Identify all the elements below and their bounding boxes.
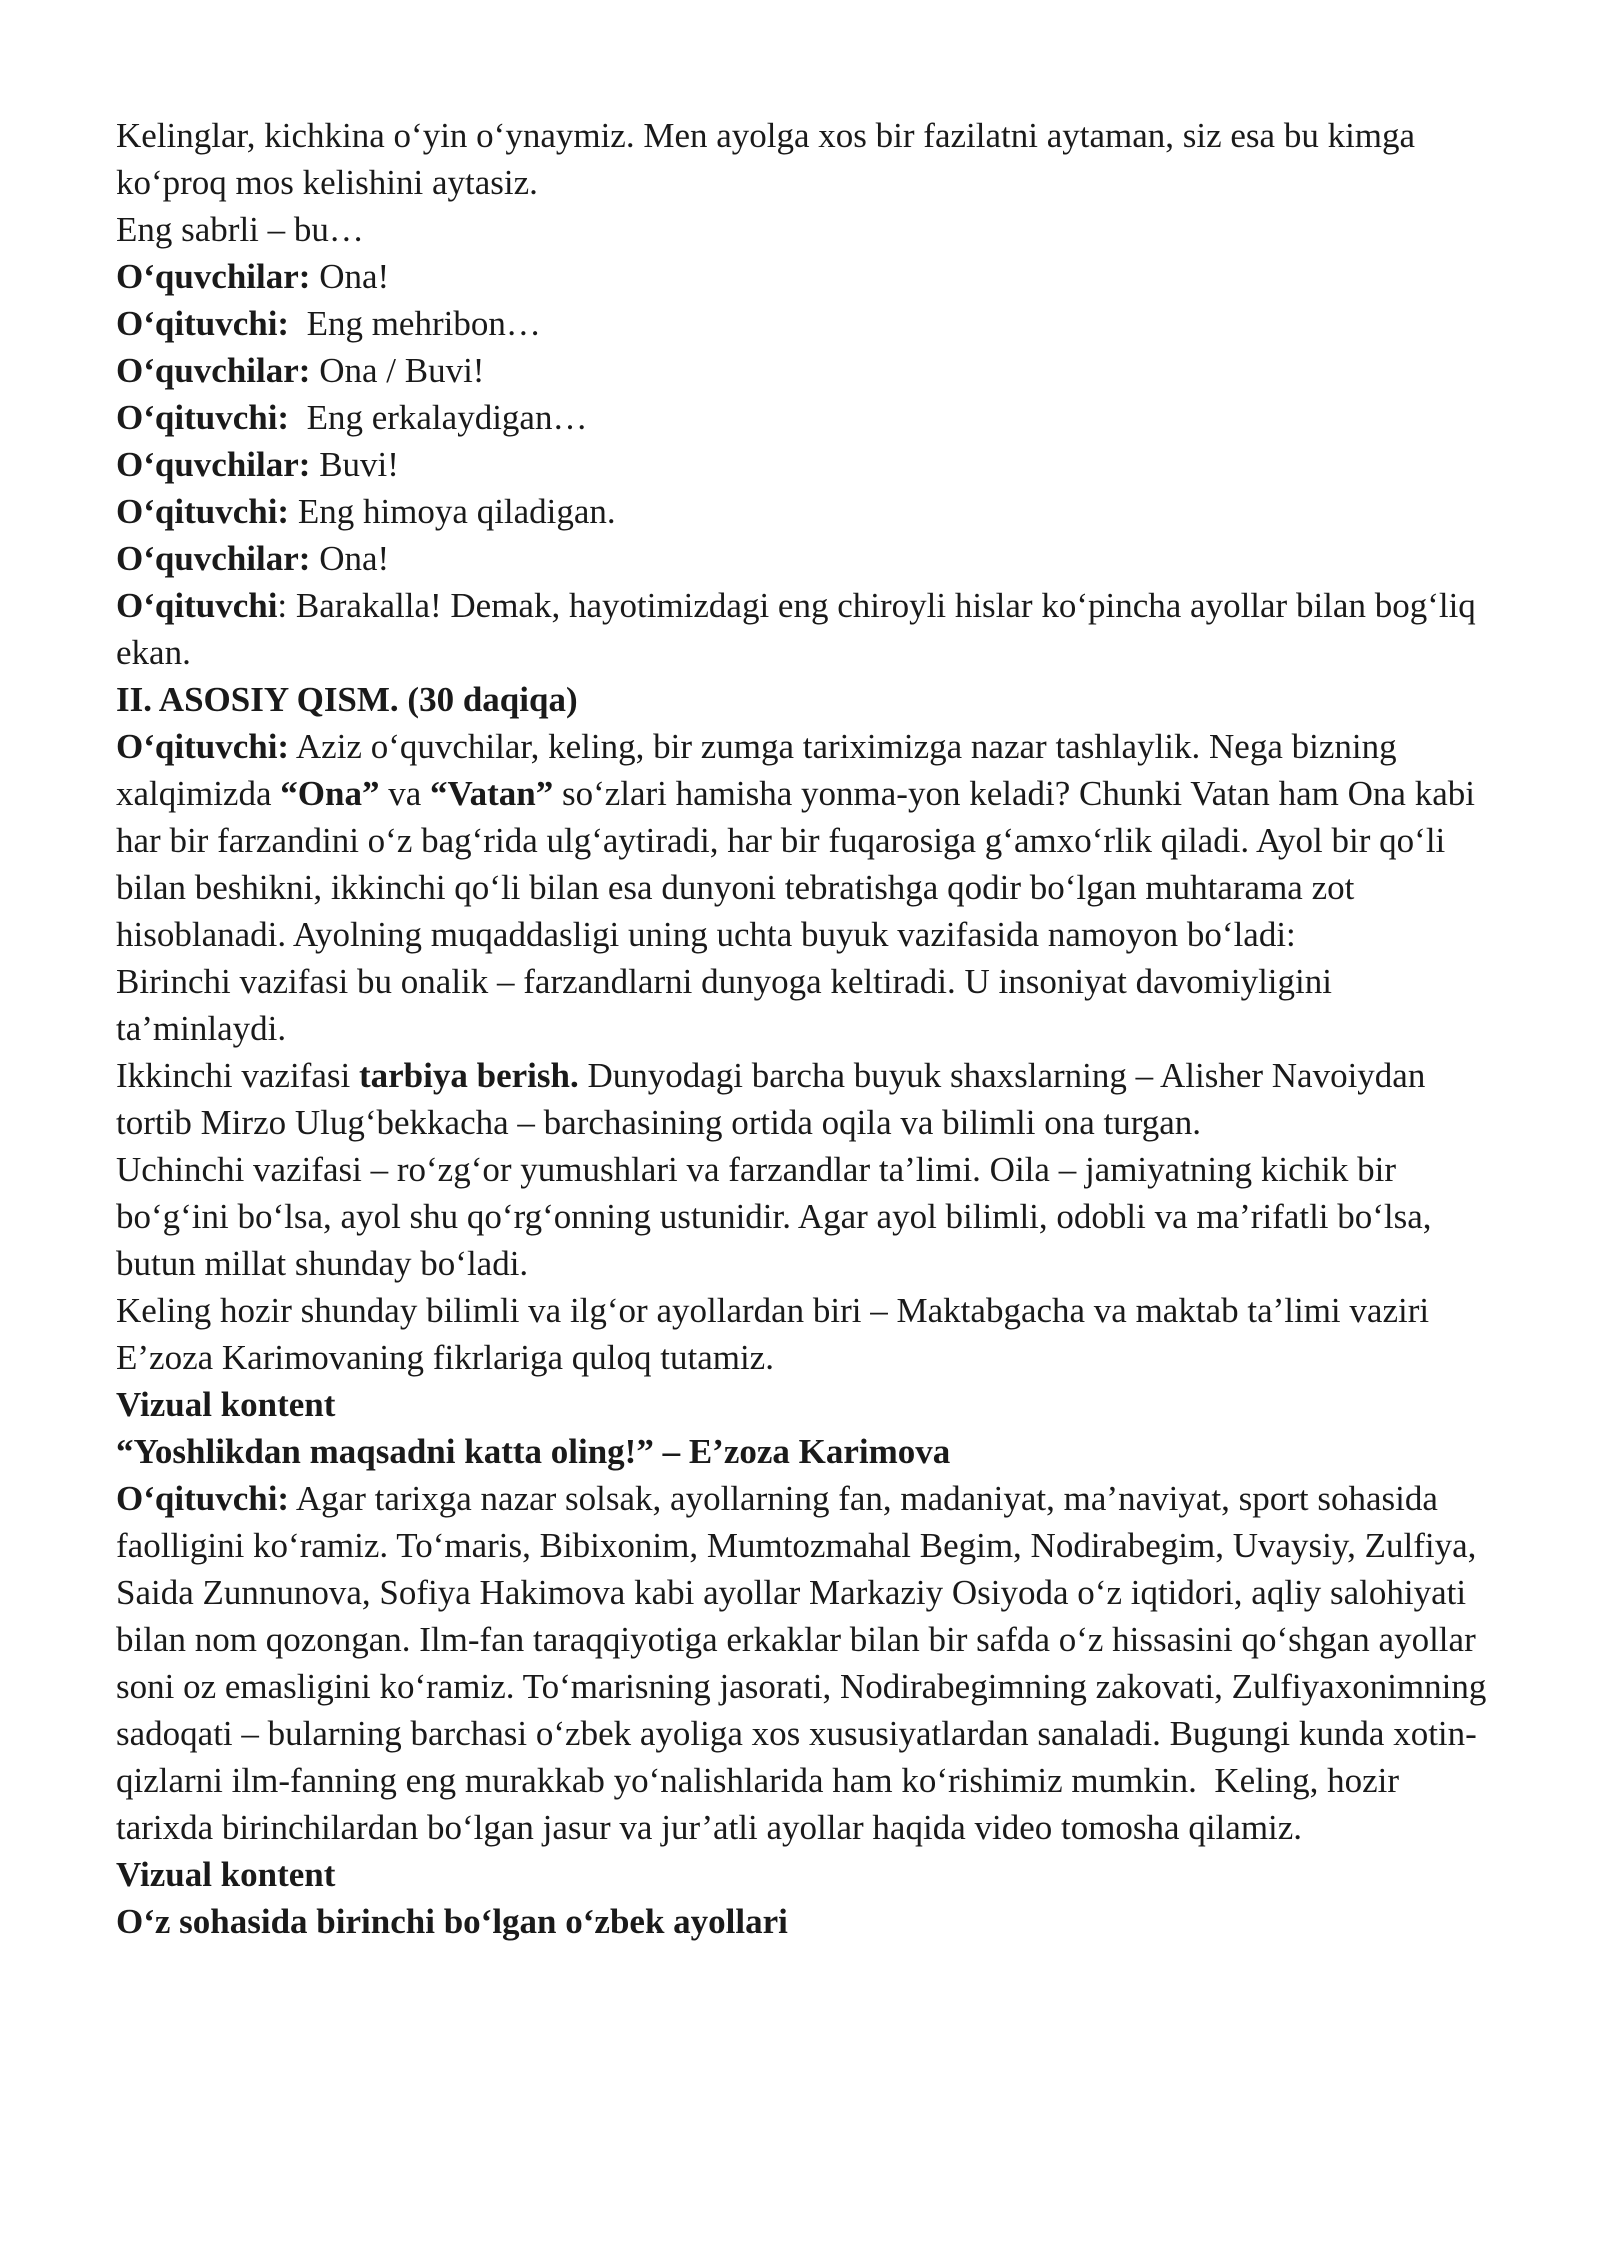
paragraph-text: va (379, 774, 431, 813)
dialogue-line (116, 488, 1496, 535)
dialogue-text: Ona! (310, 257, 390, 296)
body-paragraph: Birinchi vazifasi bu onalik – farzandlarni dunyoga keltiradi. U insoniyat davomiyligini ta’minlaydi. (116, 962, 1332, 1048)
dialogue-line (116, 300, 1496, 347)
dialogue-text: Buvi! (310, 445, 399, 484)
visual-content-title: O‘z sohasida birinchi bo‘lgan o‘zbek ayollari (116, 1902, 788, 1941)
dialogue-text: Eng mehribon… (289, 304, 541, 343)
dialogue-text: Ona / Buvi! (310, 351, 485, 390)
dialogue-line (116, 535, 1496, 582)
speaker-label: O‘qituvchi: (116, 1479, 290, 1518)
paragraph-text: Dunyodagi barcha buyuk shaxslarning – Alisher Navoiydan tortib Mirzo Ulug‘bekkacha – barchasining ortida oqila va bilimli ona turgan. (116, 1056, 1426, 1142)
document-page (116, 112, 1496, 1945)
speaker-label: O‘qituvchi (116, 586, 278, 625)
body-paragraph: Uchinchi vazifasi – ro‘zg‘or yumushlari va farzandlar ta’limi. Oila – jamiyatning kichik bir bo‘g‘ini bo‘lsa, ayol shu qo‘rg‘onning ustunidir. Agar ayol bilimli, odobli va ma’rifatli bo‘lsa, butun millat shunday bo‘ladi. (116, 1150, 1432, 1283)
speaker-label: O‘qituvchi: (116, 304, 290, 343)
teacher-paragraph (116, 723, 1496, 958)
paragraph-text: Agar tarixga nazar solsak, ayollarning fan, madaniyat, ma’naviyat, sport sohasida faolligini ko‘ramiz. To‘maris, Bibixonim, Mumtozmahal Begim, Nodirabegim, Uvaysiy, Zulfiya, Saida Zunnunova, Sofiya Hakimova kabi ayollar Markaziy Osiyoda o‘z iqtidori, aqliy salohiyati bilan nom qozongan. Ilm-fan taraqqiyotiga erkaklar bilan bir safda o‘z hissasini qo‘shgan ayollar soni oz emasligini ko‘ramiz. To‘marisning jasorati, Nodirabegimning zakovati, Zulfiyaxonimning sadoqati – bularning barchasi o‘zbek ayoliga xos xususiyatlardan sanaladi. Bugungi kunda xotin-qizlarni ilm-fanning eng murakkab yo‘nalishlarida ham ko‘rishimiz mumkin. Keling, hozir tarixda birinchilardan bo‘lgan jasur va jur’atli ayollar haqida video tomosha qilamiz. (116, 1479, 1496, 1847)
dialogue-text: Ona! (310, 539, 390, 578)
speaker-label: O‘qituvchi: (116, 492, 290, 531)
bold-term: tarbiya berish. (358, 1056, 579, 1095)
dialogue-line (116, 441, 1496, 488)
dialogue-text: : Barakalla! Demak, hayotimizdagi eng chiroyli hislar ko‘pincha ayollar bilan bog‘liq ekan. (116, 586, 1476, 672)
teacher-paragraph (116, 1475, 1496, 1851)
dialogue-text: Eng himoya qiladigan. (289, 492, 616, 531)
dialogue-line (116, 253, 1496, 300)
dialogue-text: Eng erkalaydigan… (289, 398, 588, 437)
speaker-label: O‘quvchilar: (116, 445, 311, 484)
paragraph-text: so‘zlari hamisha yonma-yon keladi? Chunki Vatan ham Ona kabi har bir farzandini o‘z bag‘rida ulg‘aytiradi, har bir fuqarosiga g‘amxo‘rlik qiladi. Ayol bir qo‘li bilan beshikni, ikkinchi qo‘li bilan esa dunyoni tebratishga qodir bo‘lgan muhtarama zot hisoblanadi. Ayolning muqaddasligi uning uchta buyuk vazifasida namoyon bo‘ladi: (116, 774, 1475, 954)
bold-term: “Ona” (280, 774, 380, 813)
body-paragraph (116, 1052, 1496, 1146)
paragraph-text: Ikkinchi vazifasi (116, 1056, 359, 1095)
section-heading: II. ASOSIY QISM. (30 daqiqa) (116, 680, 578, 719)
dialogue-line (116, 394, 1496, 441)
question-line: Eng sabrli – bu… (116, 210, 364, 249)
paragraph-text: Aziz o‘quvchilar, keling, bir zumga tariximizga nazar tashlaylik. Nega bizning xalqimizda (116, 727, 1397, 813)
visual-content-title: “Yoshlikdan maqsadni katta oling!” – E’zoza Karimova (116, 1432, 951, 1471)
bold-term: “Vatan” (430, 774, 554, 813)
body-paragraph: Keling hozir shunday bilimli va ilg‘or ayollardan biri – Maktabgacha va maktab ta’limi vaziri E’zoza Karimovaning fikrlariga quloq tutamiz. (116, 1291, 1430, 1377)
visual-content-label: Vizual kontent (116, 1385, 336, 1424)
speaker-label: O‘quvchilar: (116, 351, 311, 390)
dialogue-line (116, 347, 1496, 394)
speaker-label: O‘qituvchi: (116, 727, 290, 766)
intro-paragraph: Kelinglar, kichkina o‘yin o‘ynaymiz. Men ayolga xos bir fazilatni aytaman, siz esa bu kimga ko‘proq mos kelishini aytasiz. (116, 116, 1416, 202)
speaker-label: O‘quvchilar: (116, 257, 311, 296)
visual-content-label: Vizual kontent (116, 1855, 336, 1894)
speaker-label: O‘qituvchi: (116, 398, 290, 437)
speaker-label: O‘quvchilar: (116, 539, 311, 578)
dialogue-line (116, 582, 1496, 676)
